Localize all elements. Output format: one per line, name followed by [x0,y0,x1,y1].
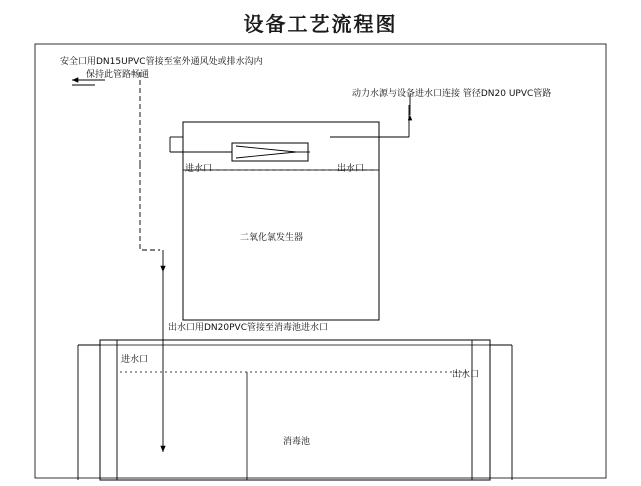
outlet-note-label: 出水口用DN20PVC管接至消毒池进水口 [168,323,328,333]
pool-name-label: 消毒池 [283,437,311,447]
generator-inlet-label: 进水口 [185,164,213,174]
pool-body [100,340,490,480]
mixer-taper [236,146,296,158]
pool-outlet-label: 出水口 [452,370,480,380]
power-water-label: 动力水源与设备进水口连接 管径DN20 UPVC管路 [352,89,552,99]
pool-inlet-label: 进水口 [121,355,149,365]
generator-name-label: 二氧化氯发生器 [240,233,304,243]
safety-vent-label-line2: 保持此管路畅通 [86,70,150,80]
page-title: 设备工艺流程图 [243,12,398,36]
generator-outlet-label: 出水口 [337,164,365,174]
safety-vent-dashed-pipe-2 [140,164,160,250]
outer-frame [35,44,606,478]
safety-vent-label-line1: 安全口用DN15UPVC管接至室外通风处或排水沟内 [60,57,263,67]
